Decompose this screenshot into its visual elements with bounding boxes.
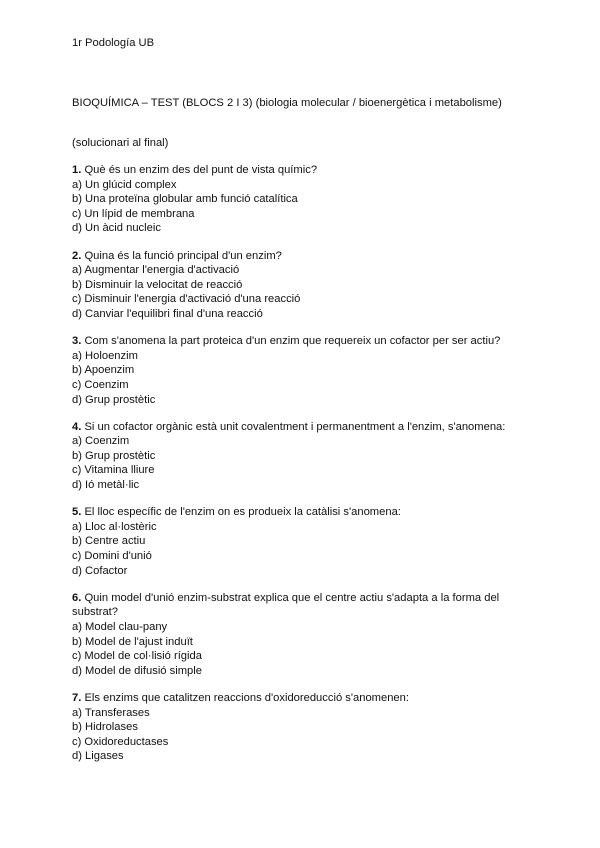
answer-option: c) Coenzim bbox=[72, 378, 129, 391]
subject-title: BIOQUÍMICA – TEST (BLOCS 2 I 3) (biologia molecular / bioenergètica i metabolisme) bbox=[72, 97, 502, 109]
answer-option: d) Un àcid nucleic bbox=[72, 222, 161, 235]
answer-option: a) Model clau-pany bbox=[72, 621, 168, 633]
question bbox=[72, 420, 532, 493]
answer-option: a) Transferases bbox=[72, 706, 150, 719]
answer-option: b) Disminuir la velocitat de reacció bbox=[72, 278, 243, 291]
course-header: 1r Podología UB bbox=[72, 37, 155, 49]
answer-option: c) Disminuir l'energia d'activació d'una reacció bbox=[72, 293, 301, 306]
answer-option: a) Augmentar l'energia d'activació bbox=[72, 264, 240, 277]
answer-option: b) Model de l'ajust induït bbox=[72, 635, 193, 648]
answer-option: d) Ió metàl·lic bbox=[72, 479, 140, 492]
answer-option: a) Coenzim bbox=[72, 435, 130, 448]
answer-option: d) Model de difusió simple bbox=[72, 664, 202, 677]
question-number: 5. bbox=[72, 506, 82, 519]
answer-option: d) Cofactor bbox=[72, 564, 128, 577]
question bbox=[72, 691, 532, 764]
answer-option: a) Holoenzim bbox=[72, 349, 138, 362]
answer-option: a) Lloc al·lostèric bbox=[72, 520, 157, 533]
answer-option: b) Hidrolases bbox=[72, 721, 138, 734]
question-text: Els enzims que catalitzen reaccions d'oxidoreducció s'anomenen: bbox=[84, 691, 409, 704]
question bbox=[72, 163, 532, 236]
question-number: 3. bbox=[72, 335, 82, 348]
answer-option: a) Un glúcid complex bbox=[72, 178, 177, 191]
answer-option: b) Centre actiu bbox=[72, 535, 146, 548]
answer-option: c) Model de col·lisió rígida bbox=[72, 650, 202, 663]
answer-option: d) Ligases bbox=[72, 750, 124, 763]
question-text: Quina és la funció principal d'un enzim? bbox=[84, 249, 282, 262]
answer-option: d) Grup prostètic bbox=[72, 393, 156, 406]
question-number: 7. bbox=[72, 691, 82, 704]
question bbox=[72, 249, 532, 322]
question-text: Si un cofactor orgànic està unit covalentment i permanentment a l'enzim, s'anomena: bbox=[84, 420, 506, 433]
question-text: El lloc específic de l'enzim on es produeix la catàlisi s'anomena: bbox=[84, 506, 401, 519]
question-number: 1. bbox=[72, 164, 82, 176]
answer-option: c) Vitamina lliure bbox=[72, 464, 155, 477]
answer-option: b) Una proteïna globular amb funció catalítica bbox=[72, 193, 298, 206]
question-number: 6. bbox=[72, 591, 82, 604]
question-text: Quin model d'unió enzim-substrat explica que el centre actiu s'adapta a la forma del substrat? bbox=[72, 591, 500, 619]
answer-option: b) Grup prostètic bbox=[72, 449, 156, 462]
answer-option: d) Canviar l'equilibri final d'una reacció bbox=[72, 307, 263, 320]
answer-option: c) Un lípid de membrana bbox=[72, 207, 195, 220]
question-list bbox=[72, 163, 532, 777]
question-number: 2. bbox=[72, 249, 82, 262]
question bbox=[72, 505, 532, 578]
solutions-note: (solucionari al final) bbox=[72, 137, 169, 149]
question bbox=[72, 334, 532, 407]
question-number: 4. bbox=[72, 420, 82, 433]
question bbox=[72, 591, 532, 679]
answer-option: c) Domini d'unió bbox=[72, 550, 152, 563]
answer-option: b) Apoenzim bbox=[72, 364, 135, 377]
answer-option: c) Oxidoreductases bbox=[72, 735, 169, 748]
question-text: Com s'anomena la part proteica d'un enzim que requereix un cofactor per ser actiu? bbox=[84, 335, 501, 348]
question-text: Què és un enzim des del punt de vista químic? bbox=[84, 164, 318, 176]
